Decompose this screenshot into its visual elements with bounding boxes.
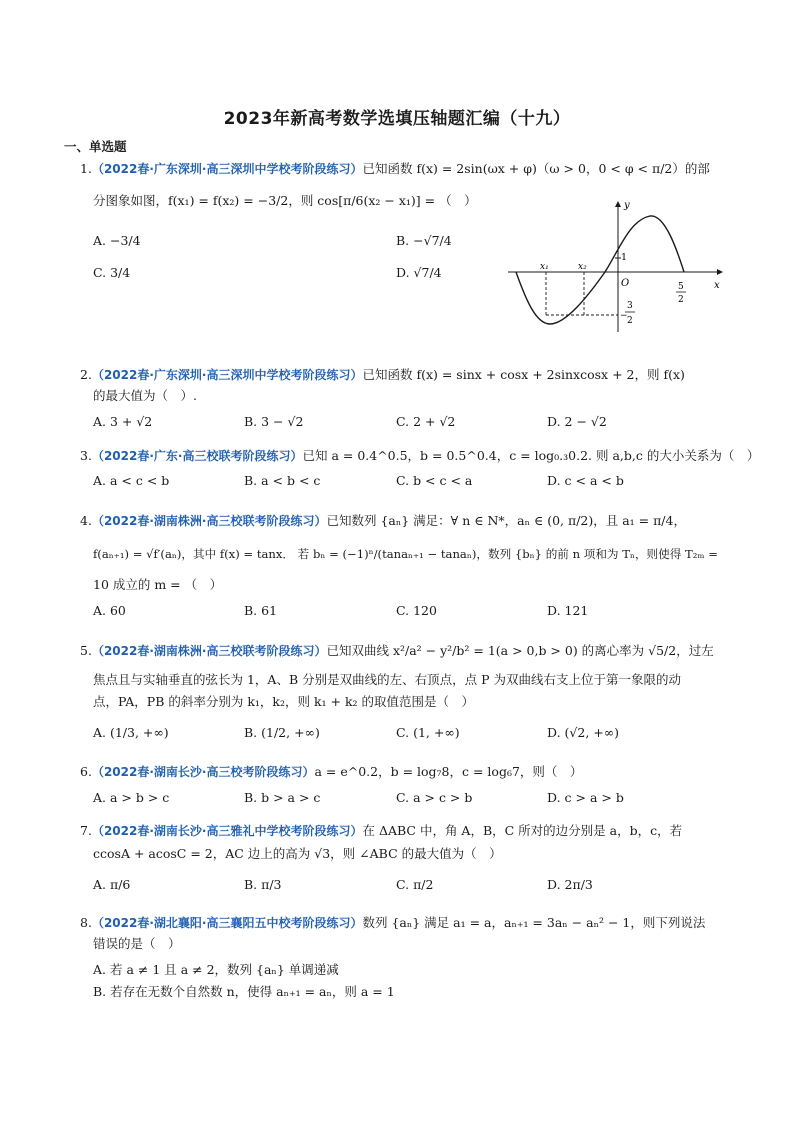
q1-line2: 分图象如图，f(x₁) = f(x₂) = −3/2，则 cos[π/6(x₂ − x₁)] = （ ）: [93, 193, 477, 208]
five-halves-numerator: 5: [678, 282, 684, 292]
q1-number: 1.: [80, 161, 92, 176]
three-halves-numerator: 3: [627, 301, 633, 311]
q7-text1: 在 ΔABC 中，角 A，B，C 所对的边分别是 a，b，c，若: [362, 823, 683, 838]
q3-option-b: B. a < b < c: [244, 473, 321, 488]
q6-option-b: B. b > a > c: [244, 790, 321, 805]
q2-option-a: A. 3 + √2: [93, 414, 153, 429]
q8-option-b: B. 若存在无数个自然数 n，使得 aₙ₊₁ = aₙ，则 a = 1: [93, 984, 395, 999]
q8-line2: 错误的是（ ）: [93, 936, 181, 951]
q4-source: （2022春·湖南株洲·高三校联考阶段练习）: [91, 514, 327, 528]
q3-option-d: D. c < a < b: [547, 473, 624, 488]
q5-number: 5.: [80, 643, 92, 658]
q2-option-c: C. 2 + √2: [396, 414, 456, 429]
q2-text1: 已知函数 f(x) = sinx + cosx + 2sinxcosx + 2，则 f(x): [362, 367, 685, 382]
q8-number: 8.: [80, 915, 92, 930]
q7-number: 7.: [80, 823, 92, 838]
q1-option-a: A. −3/4: [93, 233, 141, 248]
q6-line1: [80, 763, 582, 781]
q3-number: 3.: [80, 448, 92, 463]
q6-option-c: C. a > c > b: [396, 790, 473, 805]
q8-text1: 数列 {aₙ} 满足 a₁ = a，aₙ₊₁ = 3aₙ − aₙ² − 1，则下列说法: [362, 915, 706, 930]
q2-line2: 的最大值为（ ）.: [93, 388, 197, 403]
sine-graph-figure: [500, 196, 730, 336]
q7-line2: ccosA + acosC = 2，AC 边上的高为 √3，则 ∠ABC 的最大值为（ ）: [93, 846, 502, 861]
y-one-label: 1: [621, 252, 628, 263]
q2-source: （2022春·广东深圳·高三深圳中学校考阶段练习）: [91, 368, 363, 382]
y-axis-label: y: [624, 200, 630, 211]
q7-source: （2022春·湖南长沙·高三雅礼中学校考阶段练习）: [91, 824, 363, 838]
five-halves-denominator: 2: [678, 295, 684, 305]
q5-option-d: D. (√2, +∞): [547, 725, 620, 740]
q2-option-b: B. 3 − √2: [244, 414, 304, 429]
q4-option-b: B. 61: [244, 603, 278, 618]
q7-option-c: C. π/2: [396, 877, 434, 892]
q2-line1: [80, 366, 685, 384]
q7-option-b: B. π/3: [244, 877, 282, 892]
q4-option-a: A. 60: [93, 603, 126, 618]
q6-source: （2022春·湖南长沙·高三校考阶段练习）: [91, 765, 315, 779]
section-heading: 一、单选题: [64, 139, 127, 154]
q3-option-a: A. a < c < b: [93, 473, 170, 488]
q7-line1: [80, 822, 682, 840]
q1-option-d: D. √7/4: [396, 265, 442, 280]
page-title: 2023年新高考数学选填压轴题汇编（十九）: [223, 109, 571, 129]
q3-source: （2022春·广东·高三校联考阶段练习）: [91, 449, 303, 463]
q3-line1: [80, 447, 759, 465]
origin-label: O: [621, 278, 630, 289]
q6-text1: a = e^0.2，b = log₇8，c = log₆7，则（ ）: [314, 764, 583, 779]
x2-label: x₂: [578, 262, 587, 272]
q3-option-c: C. b < c < a: [396, 473, 473, 488]
q4-line1: [80, 512, 686, 530]
q6-option-a: A. a > b > c: [93, 790, 170, 805]
q1-text1: 已知函数 f(x) = 2sin(ωx + φ)（ω > 0，0 < φ < π/2）的部: [362, 161, 710, 176]
q4-text1: 已知数列 {aₙ} 满足：∀ n ∈ N*，aₙ ∈ (0, π/2)，且 a₁ = π/4，: [326, 513, 686, 528]
q6-option-d: D. c > a > b: [547, 790, 624, 805]
q5-option-a: A. (1/3, +∞): [93, 725, 169, 740]
q7-option-a: A. π/6: [93, 877, 131, 892]
q1-option-b: B. −√7/4: [396, 233, 452, 248]
q1-line1: [80, 160, 710, 178]
q5-line1: [80, 642, 714, 660]
q7-option-d: D. 2π/3: [547, 877, 593, 892]
minus-sign-label: −: [620, 311, 628, 321]
q5-option-c: C. (1, +∞): [396, 725, 460, 740]
x1-label: x₁: [540, 262, 549, 272]
q8-line1: [80, 914, 705, 932]
q5-source: （2022春·湖南株洲·高三校联考阶段练习）: [91, 644, 327, 658]
q5-option-b: B. (1/2, +∞): [244, 725, 320, 740]
q2-number: 2.: [80, 367, 92, 382]
q8-source: （2022春·湖北襄阳·高三襄阳五中校考阶段练习）: [91, 916, 363, 930]
x-axis-label: x: [714, 280, 720, 291]
q4-line3: 10 成立的 m = （ ）: [93, 577, 223, 592]
q8-option-a: A. 若 a ≠ 1 且 a ≠ 2，数列 {aₙ} 单调递减: [93, 962, 339, 977]
q4-number: 4.: [80, 513, 92, 528]
q1-option-c: C. 3/4: [93, 265, 131, 280]
q5-text1: 已知双曲线 x²/a² − y²/b² = 1(a > 0,b > 0) 的离心率为 √5/2，过左: [326, 643, 714, 658]
q3-text1: 已知 a = 0.4^0.5，b = 0.5^0.4，c = log₀.₃0.2. 则 a,b,c 的大小关系为（ ）: [302, 448, 760, 463]
q6-number: 6.: [80, 764, 92, 779]
q1-source: （2022春·广东深圳·高三深圳中学校考阶段练习）: [91, 162, 363, 176]
three-halves-denominator: 2: [627, 316, 633, 326]
q4-option-c: C. 120: [396, 603, 437, 618]
q5-line2: 焦点且与实轴垂直的弦长为 1，A、B 分别是双曲线的左、右顶点，点 P 为双曲线右支上位于第一象限的动: [93, 672, 681, 687]
q5-line3: 点，PA，PB 的斜率分别为 k₁，k₂，则 k₁ + k₂ 的取值范围是（ ）: [93, 694, 475, 709]
q4-line2: f(aₙ₊₁) = √f′(aₙ)，其中 f(x) = tanx． 若 bₙ = (−1)ⁿ/(tanaₙ₊₁ − tanaₙ)，数列 {bₙ} 的前 n 项和为 Tₙ，则使得 T₂ₘ =: [93, 547, 718, 561]
q4-option-d: D. 121: [547, 603, 589, 618]
q2-option-d: D. 2 − √2: [547, 414, 607, 429]
